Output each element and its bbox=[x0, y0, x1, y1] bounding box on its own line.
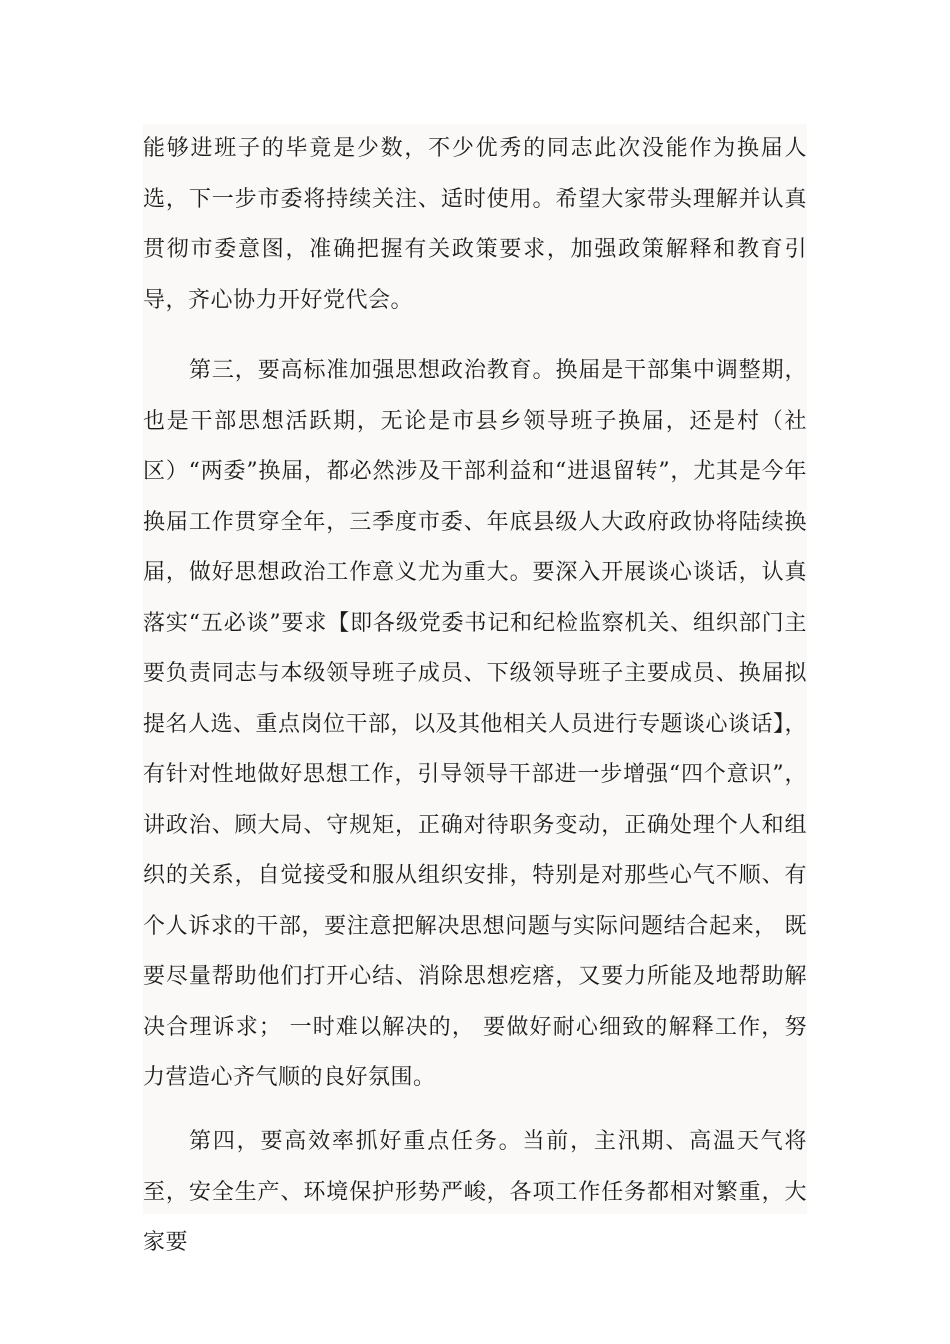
paragraph-fourth-point: 第四，要高效率抓好重点任务。当前，主汛期、高温天气将至，安全生产、环境保护形势严峻，各项工作任务都相对繁重，大家要 bbox=[143, 1129, 807, 1255]
document-page bbox=[143, 124, 808, 1255]
paragraph-continuation: 能够进班子的毕竟是少数，不少优秀的同志此次没能作为换届人选，下一步市委将持续关注、适时使用。希望大家带头理解并认真贯彻市委意图，准确把握有关政策要求，加强政策解释和教育引导，齐心协力开好党代会。 bbox=[143, 136, 807, 313]
paragraph-third-point: 第三，要高标准加强思想政治教育。换届是干部集中调整期，也是干部思想活跃期，无论是市县乡领导班子换届，还是村（社区）“两委”换届，都必然涉及干部利益和“进退留转”，尤其是今年换届工作贯穿全年，三季度市委、年底县级人大政府政协将陆续换届，做好思想政治工作意义尤为重大。要深入开展谈心谈话，认真落实“五必谈”要求【即各级党委书记和纪检监察机关、组织部门主要负责同志与本级领导班子成员、下级领导班子主要成员、换届拟提名人选、重点岗位干部，以及其他相关人员进行专题谈心谈话】，有针对性地做好思想工作，引导领导干部进一步增强“四个意识”，讲政治、顾大局、守规矩，正确对待职务变动，正确处理个人和组织的关系，自觉接受和服从组织安排，特别是对那些心气不顺、有个人诉求的干部，要注意把解决思想问题与实际问题结合起来， 既要尽量帮助他们打开心结、消除思想疙瘩，又要力所能及地帮助解决合理诉求； 一时难以解决的， 要做好耐心细致的解释工作，努力营造心齐气顺的良好氛围。 bbox=[143, 358, 808, 1090]
